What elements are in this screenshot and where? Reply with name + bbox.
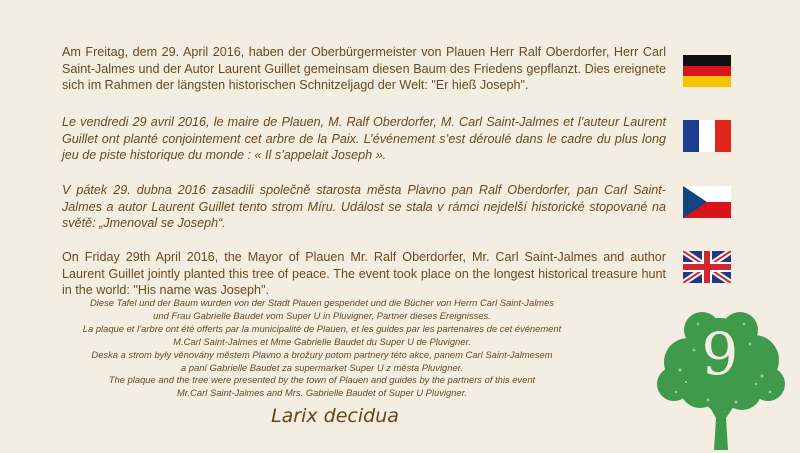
sponsor-note-line: La plaque et l’arbre ont été offerts par la municipalité de Plauen, et les guides par les partenaires de cet événement — [82, 322, 562, 334]
sponsor-note-line: M.Carl Saint-Jalmes et Mme Gabrielle Baudet du Super U de Pluvigner. — [173, 335, 471, 347]
germany-flag-icon — [683, 55, 731, 87]
tree-number: 9 — [701, 320, 739, 388]
paragraph-czech: V pátek 29. dubna 2016 zasadili společně starosta města Plavno pan Ralf Oberdorfer, pan Carl Saint-Jalmes a autor Laurent Guillet tento strom Míru. Událost se stala v rámci nejdelší historické stopované na světě: „Jmenoval se Joseph“. — [62, 183, 666, 230]
paragraph-french: Le vendredi 29 avril 2016, le maire de Plauen, M. Ralf Oberdorfer, M. Carl Saint-Jalmes et l’auteur Laurent Guillet ont planté conjointement cet arbre de la Paix. L’événement s’est déroulé dans le cadre du plus long jeu de piste historique du monde : « Il s’appelait Joseph ». — [62, 115, 666, 162]
sponsor-note-line: Diese Tafel und der Baum wurden von der Stadt Plauen gespendet und die Bücher von Herrn Carl Saint-Jalmes — [90, 297, 554, 308]
france-flag-icon — [683, 120, 731, 152]
czech-flag-icon — [683, 186, 731, 218]
uk-flag-icon — [683, 251, 731, 283]
sponsor-note-line: The plaque and the tree were presented by the town of Plauen and guides by the partners of this event — [108, 374, 536, 386]
species-name: Larix decidua — [271, 405, 399, 427]
paragraph-german: Am Freitag, dem 29. April 2016, haben der Oberbürgermeister von Plauen Herr Ralf Oberdorfer, Herr Carl Saint-Jalmes und der Autor Laurent Guillet gemeinsam diesen Baum des Friedens gepflanzt. Dies ereignete sich im Rahmen der längsten historischen Schnitzeljagd der Welt: "Er hieß Joseph". — [62, 45, 666, 92]
sponsor-note-line: und Frau Gabrielle Baudet vom Super U in Pluvigner, Partner dieses Ereignisses. — [153, 309, 491, 321]
sponsor-note — [62, 297, 582, 400]
sponsor-note-line: Mr.Carl Saint-Jalmes and Mrs. Gabrielle Baudet of Super U Pluvigner. — [176, 387, 468, 399]
sponsor-note-line: a paní Gabrielle Baudet za supermarket Super U z města Pluvigner. — [180, 361, 464, 373]
tree-logo — [650, 300, 790, 450]
paragraph-english: On Friday 29th April 2016, the Mayor of Plauen Mr. Ralf Oberdorfer, Mr. Carl Saint-Jalmes and author Laurent Guillet jointly planted this tree of peace. The event took place on the longest historical treasure hunt in the world: "His name was Joseph". — [62, 250, 666, 297]
sponsor-note-line: Deska a strom byly věnovány městem Plavno a brožury potom partnery této akce, panem Carl Saint-Jalmesem — [91, 348, 553, 360]
